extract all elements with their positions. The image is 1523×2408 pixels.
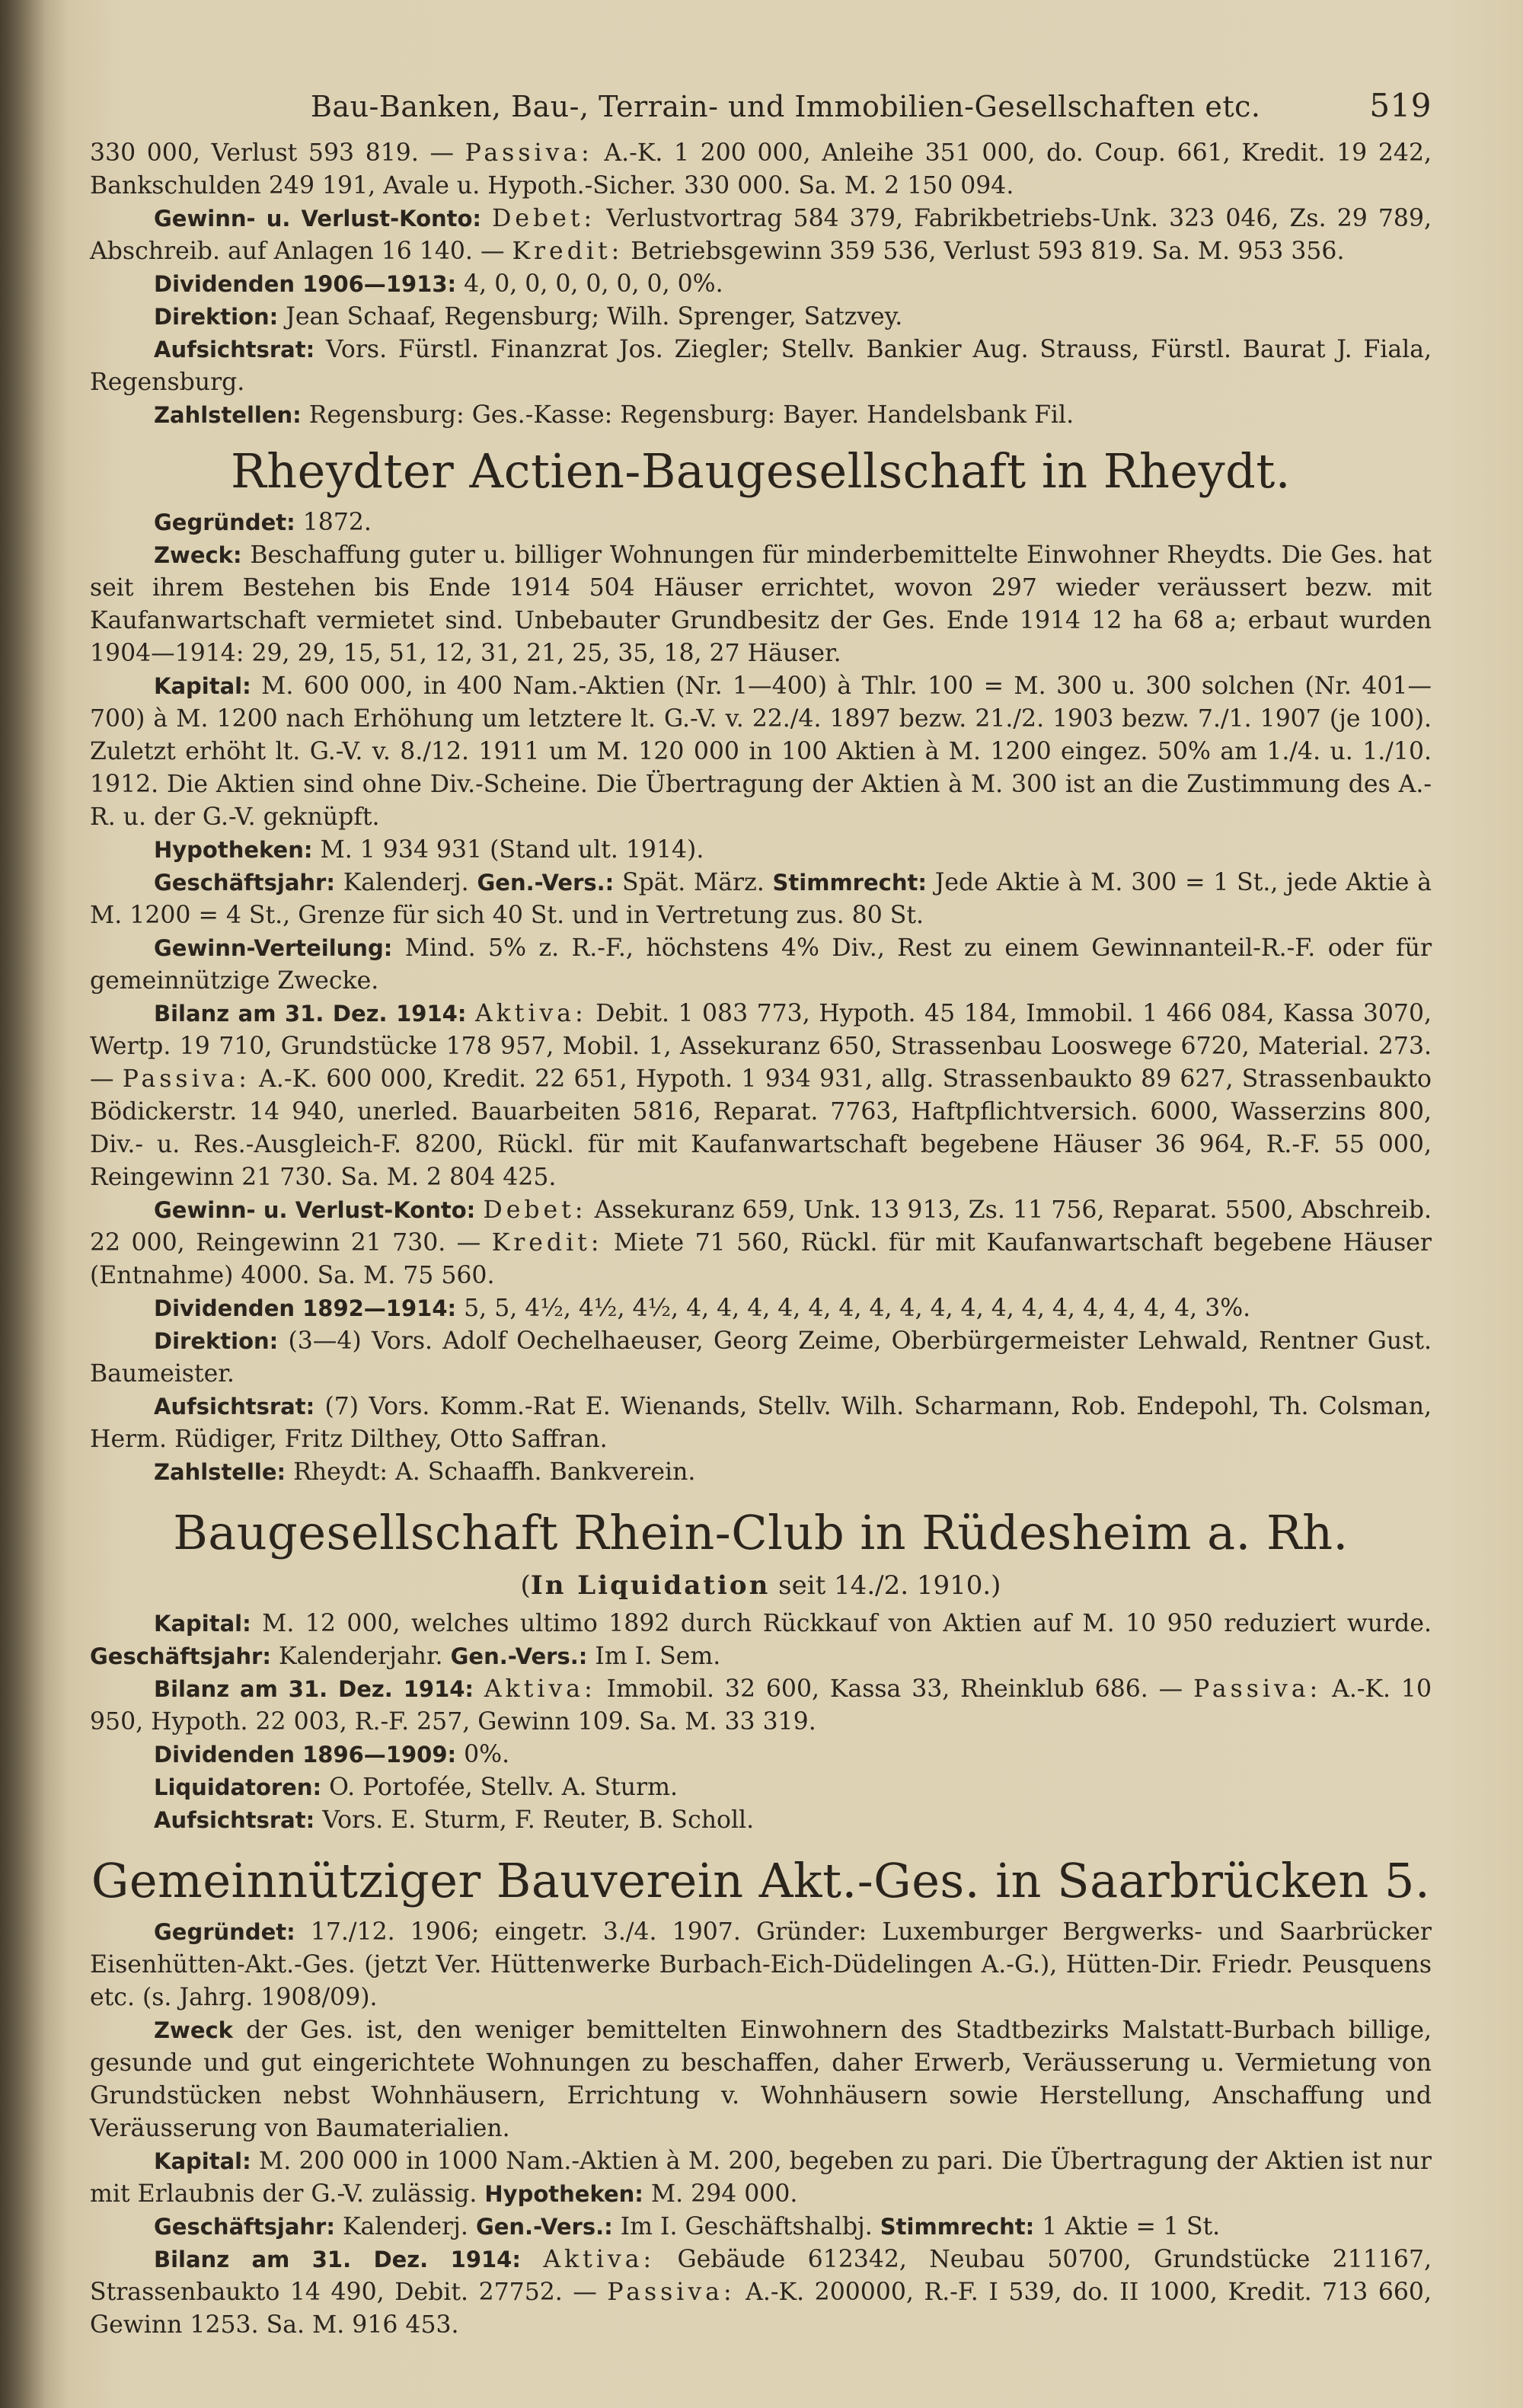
- company-entry-rhein-club: [90, 1504, 1432, 1837]
- capital: Kapital: M. 600 000, in 400 Nam.-Aktien (Nr. 1—400) à Thlr. 100 = M. 300 u. 300 solchen (Nr. 401—700) à M. 1200 nach Erhöhung um letztere lt. G.-V. v. 22./4. 1897 bezw. 21./2. 1903 bezw. 7./1. 1907 (je 100). Zuletzt erhöht lt. G.-V. v. 8./12. 1911 um M. 120 000 in 100 Aktien à M. 1200 eingez. 50% am 1./4. u. 1./10. 1912. Die Aktien sind ohne Div.-Scheine. Die Übertragung der Aktien à M. 300 ist an die Zustimmung des A.-R. u. der G.-V. geknüpft.: [90, 672, 1432, 831]
- field-label: Dividenden 1906—1913:: [154, 271, 457, 297]
- balance-sheet: Bilanz am 31. Dez. 1914: Aktiva: Debit. 1 083 773, Hypoth. 45 184, Immobil. 1 466 084, Kassa 3070, Wertp. 19 710, Grundstücke 178 957, Mobil. 1, Assekuranz 650, Strassenbau Looswege 6720, Material. 273. — Passiva: A.-K. 600 000, Kredit. 22 651, Hypoth. 1 934 931, allg. Strassenbaukto 89 627, Strassenbaukto Bödickerstr. 14 940, unerled. Bauarbeiten 5816, Reparat. 7763, Haftpflichtversich. 6000, Wasserzins 800, Div.- u. Res.-Ausgleich-F. 8200, Rückl. für mit Kaufanwartschaft begebene Häuser 36 964, R.-F. 55 000, Reingewinn 21 730. Sa. M. 2 804 425.: [90, 1000, 1432, 1191]
- company-heading: Gemeinnütziger Bauverein Akt.-Ges. in Saarbrücken 5.: [91, 1853, 1431, 1908]
- field-label: Gegründet:: [154, 1919, 295, 1945]
- field-label: Geschäftsjahr:: [154, 2214, 335, 2240]
- supervisory-board: Aufsichtsrat: Vors. Fürstl. Finanzrat Jos. Ziegler; Stellv. Bankier Aug. Strauss, Fürstl. Baurat J. Fiala, Regensburg.: [90, 336, 1432, 396]
- dividends: Dividenden 1892—1914: 5, 5, 4½, 4½, 4½, 4, 4, 4, 4, 4, 4, 4, 4, 4, 4, 4, 4, 4, 4, 4, 4, 4, 3%.: [154, 1295, 1251, 1322]
- field-label: Zahlstelle:: [154, 1459, 286, 1485]
- field-label: Geschäftsjahr:: [90, 1643, 271, 1669]
- field-label: Kapital:: [154, 1611, 251, 1637]
- field-label: Liquidatoren:: [154, 1774, 322, 1800]
- profit-loss-account: Gewinn- u. Verlust-Konto: Debet: Assekuranz 659, Unk. 13 913, Zs. 11 756, Reparat. 5500, Abschreib. 22 000, Reingewinn 21 730. — Kredit: Miete 71 560, Rückl. für mit Kaufanwartschaft begebene Häuser (Entnahme) 4000. Sa. M. 75 560.: [90, 1196, 1432, 1289]
- field-label: Dividenden 1892—1914:: [154, 1295, 457, 1321]
- field-label: Aufsichtsrat:: [154, 337, 315, 362]
- field-label: Gewinn-Verteilung:: [154, 935, 393, 961]
- running-header: [90, 76, 1432, 137]
- supervisory-board: Aufsichtsrat: Vors. E. Sturm, F. Reuter, B. Scholl.: [154, 1806, 755, 1834]
- field-label: Bilanz am 31. Dez. 1914:: [154, 1001, 467, 1027]
- field-label: Gegründet:: [154, 509, 295, 535]
- fiscal-year-meeting-voting: Geschäftsjahr: Kalenderj. Gen.-Vers.: Im I. Geschäftshalbj. Stimmrecht: 1 Aktie = 1 St.: [154, 2213, 1221, 2240]
- balance-continuation: 330 000, Verlust 593 819. — Passiva: A.-K. 1 200 000, Anleihe 351 000, do. Coup. 661, Kredit. 19 242, Bankschulden 249 191, Avale u. Hypoth.-Sicher. 330 000. Sa. M. 2 150 094.: [90, 139, 1432, 200]
- supervisory-board: Aufsichtsrat: (7) Vors. Komm.-Rat E. Wienands, Stellv. Wilh. Scharmann, Rob. Endepohl, Th. Colsman, Herm. Rüdiger, Fritz Dilthey, Otto Saffran.: [90, 1393, 1432, 1453]
- field-label: Geschäftsjahr:: [154, 870, 335, 896]
- company-heading: Baugesellschaft Rhein-Club in Rüdesheim a. Rh.: [173, 1505, 1349, 1560]
- field-label: Stimmrecht:: [772, 870, 927, 896]
- management: Direktion: (3—4) Vors. Adolf Oechelhaeuser, Georg Zeime, Oberbürgermeister Lehwald, Rentner Gust. Baumeister.: [90, 1327, 1432, 1388]
- balance-sheet: Bilanz am 31. Dez. 1914: Aktiva: Immobil. 32 600, Kassa 33, Rheinklub 686. — Passiva: A.-K. 10 950, Hypoth. 22 003, R.-F. 257, Gewinn 109. Sa. M. 33 319.: [90, 1675, 1432, 1736]
- paying-agent: Zahlstelle: Rheydt: A. Schaaffh. Bankverein.: [154, 1458, 696, 1486]
- field-label: Direktion:: [154, 304, 279, 330]
- profit-loss-account: Gewinn- u. Verlust-Konto: Debet: Verlustvortrag 584 379, Fabrikbetriebs-Unk. 323 046, Zs. 29 789, Abschreib. auf Anlagen 16 140. — Kredit: Betriebsgewinn 359 536, Verlust 593 819. Sa. M. 953 356.: [90, 205, 1432, 265]
- dividends: Dividenden 1906—1913: 4, 0, 0, 0, 0, 0, 0, 0%.: [154, 270, 723, 298]
- passiva-label: Passiva:: [465, 139, 593, 167]
- field-label: Aufsichtsrat:: [154, 1394, 315, 1420]
- liquidation-label: In Liquidation: [530, 1570, 771, 1601]
- page-binding-shadow: [0, 0, 46, 2408]
- field-label: Zahlstellen:: [154, 402, 302, 428]
- field-label: Kapital:: [154, 673, 251, 699]
- dividends: Dividenden 1896—1909: 0%.: [154, 1741, 510, 1768]
- page-number: 519: [1369, 87, 1432, 124]
- company-heading: Rheydter Actien-Baugesellschaft in Rheydt.: [231, 443, 1291, 499]
- field-label: Zweck:: [154, 542, 242, 568]
- field-label: Gen.-Vers.:: [477, 870, 615, 896]
- company-entry-rheydt: [90, 442, 1432, 1489]
- continued-entry: [90, 137, 1432, 432]
- field-label: Bilanz am 31. Dez. 1914:: [154, 1676, 474, 1702]
- field-label: Dividenden 1896—1909:: [154, 1742, 457, 1768]
- founded: Gegründet: 1872.: [154, 509, 372, 536]
- field-label: Kapital:: [154, 2148, 251, 2174]
- liquidation-note: (In Liquidation seit 14./2. 1910.): [520, 1570, 1001, 1601]
- balance-sheet: Bilanz am 31. Dez. 1914: Aktiva: Gebäude 612342, Neubau 50700, Grundstücke 211167, Strassenbaukto 14 490, Debit. 27752. — Passiva: A.-K. 200000, R.-F. I 539, do. II 1000, Kredit. 713 660, Gewinn 1253. Sa. M. 916 453.: [90, 2246, 1432, 2339]
- field-label: Aufsichtsrat:: [154, 1807, 315, 1833]
- capital-fiscal-meeting: Kapital: M. 12 000, welches ultimo 1892 durch Rückkauf von Aktien auf M. 10 950 reduziert wurde. Geschäftsjahr: Kalenderjahr. Gen.-Vers.: Im I. Sem.: [90, 1610, 1432, 1670]
- running-header-title: Bau-Banken, Bau-, Terrain- und Immobilien-Gesellschaften etc.: [311, 90, 1261, 123]
- page-content: [90, 76, 1432, 2342]
- company-entry-saarbruecken: [90, 1852, 1432, 2342]
- field-label: Stimmrecht:: [880, 2214, 1035, 2240]
- purpose: Zweck: Beschaffung guter u. billiger Wohnungen für minderbemittelte Einwohner Rheydts. Die Ges. hat seit ihrem Bestehen bis Ende 1914 504 Häuser errichtet, wovon 297 wieder veräussert bezw. mit Kaufanwartschaft vermietet sind. Unbebauter Grundbesitz der Ges. Ende 1914 12 ha 68 a; erbaut wurden 1904—1914: 29, 29, 15, 51, 12, 31, 21, 25, 35, 18, 27 Häuser.: [90, 541, 1432, 667]
- purpose: Zweck der Ges. ist, den weniger bemittelten Einwohnern des Stadtbezirks Malstatt-Burbach billige, gesunde und gut eingerichtete Wohnungen zu beschaffen, daher Erwerb, Veräusserung u. Vermietung von Grundstücken nebst Wohnhäusern, Errichtung v. Wohnhäusern sowie Herstellung, Anschaffung und Veräusserung von Baumaterialien.: [90, 2017, 1432, 2142]
- fiscal-year-meeting-voting: Geschäftsjahr: Kalenderj. Gen.-Vers.: Spät. März. Stimmrecht: Jede Aktie à M. 300 = 1 St., jede Aktie à M. 1200 = 4 St., Grenze für sich 40 St. und in Vertretung zus. 80 St.: [90, 869, 1432, 929]
- field-label: Gewinn- u. Verlust-Konto:: [154, 1197, 476, 1223]
- field-label: Gen.-Vers.:: [450, 1643, 588, 1669]
- profit-distribution: Gewinn-Verteilung: Mind. 5% z. R.-F., höchstens 4% Div., Rest zu einem Gewinnanteil-R.-F. oder für gemeinnützige Zwecke.: [90, 934, 1432, 995]
- field-label: Gen.-Vers.:: [475, 2214, 613, 2240]
- mortgages: Hypotheken: M. 1 934 931 (Stand ult. 1914).: [154, 836, 704, 864]
- paying-agents: Zahlstellen: Regensburg: Ges.-Kasse: Regensburg: Bayer. Handelsbank Fil.: [154, 401, 1074, 429]
- liquidators: Liquidatoren: O. Portofée, Stellv. A. Sturm.: [154, 1774, 678, 1801]
- founded: Gegründet: 17./12. 1906; eingetr. 3./4. 1907. Gründer: Luxemburger Bergwerks- und Saarbrücker Eisenhütten-Akt.-Ges. (jetzt Ver. Hüttenwerke Burbach-Eich-Düdelingen A.-G.), Hütten-Dir. Friedr. Peusquens etc. (s. Jahrg. 1908/09).: [90, 1918, 1432, 2011]
- field-label: Direktion:: [154, 1328, 279, 1354]
- field-label: Bilanz am 31. Dez. 1914:: [154, 2247, 521, 2272]
- field-label: Hypotheken:: [154, 837, 313, 863]
- management: Direktion: Jean Schaaf, Regensburg; Wilh. Sprenger, Satzvey.: [154, 303, 903, 331]
- field-label: Hypotheken:: [484, 2181, 643, 2207]
- field-label: Gewinn- u. Verlust-Konto:: [154, 206, 482, 232]
- field-label: Zweck: [154, 2017, 233, 2043]
- capital: Kapital: M. 200 000 in 1000 Nam.-Aktien à M. 200, begeben zu pari. Die Übertragung der Aktien ist nur mit Erlaubnis der G.-V. zulässig. Hypotheken: M. 294 000.: [90, 2148, 1432, 2208]
